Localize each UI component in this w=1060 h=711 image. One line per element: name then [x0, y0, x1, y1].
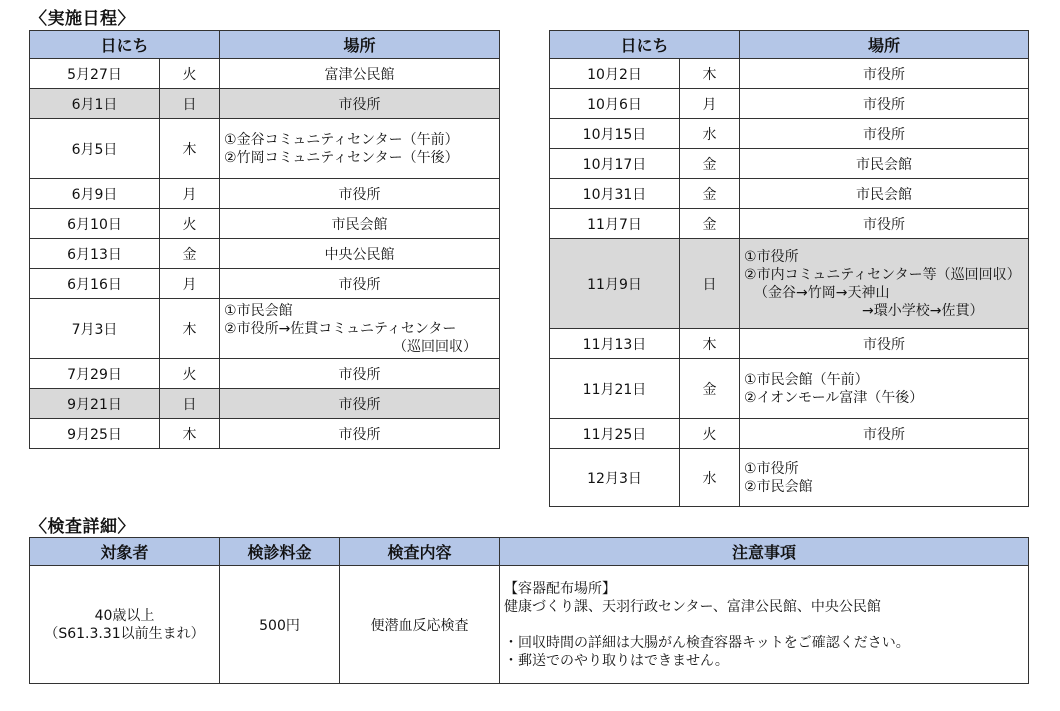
date-cell: 7月29日 [30, 359, 160, 389]
place-line: ②竹岡コミュニティセンター（午後） [224, 149, 459, 166]
place-cell [220, 119, 500, 179]
date-cell: 6月5日 [30, 119, 160, 179]
table-row [550, 449, 1029, 507]
place-cell: 市役所 [740, 209, 1029, 239]
table-row [550, 179, 1029, 209]
table-row [550, 59, 1029, 89]
table-row [30, 179, 500, 209]
place-cell [740, 449, 1029, 507]
place-cell: 市役所 [220, 419, 500, 449]
table-row [30, 89, 500, 119]
weekday-cell: 木 [160, 299, 220, 359]
table-row [550, 209, 1029, 239]
place-cell: 市役所 [220, 89, 500, 119]
weekday-cell: 木 [160, 419, 220, 449]
table-row [550, 119, 1029, 149]
place-cell [220, 299, 500, 359]
place-cell: 市役所 [220, 269, 500, 299]
notes-line: 健康づくり課、天羽行政センター、富津公民館、中央公民館 [504, 598, 881, 615]
weekday-cell: 月 [160, 269, 220, 299]
date-cell: 11月13日 [550, 329, 680, 359]
weekday-cell: 木 [680, 59, 740, 89]
weekday-cell: 日 [680, 239, 740, 329]
weekday-cell: 水 [680, 449, 740, 507]
header-date: 日にち [550, 31, 740, 59]
weekday-cell: 木 [160, 119, 220, 179]
place-cell: 市役所 [740, 119, 1029, 149]
table-row [550, 89, 1029, 119]
date-cell: 11月21日 [550, 359, 680, 419]
date-cell: 6月13日 [30, 239, 160, 269]
place-cell: 市役所 [740, 89, 1029, 119]
weekday-cell: 火 [680, 419, 740, 449]
weekday-cell: 金 [680, 359, 740, 419]
target-line: （S61.3.31以前生まれ） [44, 625, 205, 642]
weekday-cell: 火 [160, 209, 220, 239]
detail-table [29, 537, 1029, 684]
date-cell: 11月9日 [550, 239, 680, 329]
weekday-cell: 火 [160, 59, 220, 89]
weekday-cell: 金 [680, 149, 740, 179]
weekday-cell: 水 [680, 119, 740, 149]
place-cell: 市役所 [220, 179, 500, 209]
place-line: ①市民会館（午前） [744, 371, 869, 388]
date-cell: 9月21日 [30, 389, 160, 419]
place-cell: 市役所 [220, 359, 500, 389]
date-cell: 5月27日 [30, 59, 160, 89]
target-cell [30, 566, 220, 684]
place-line: （金谷→竹岡→天神山 [754, 284, 890, 301]
fee-cell: 500円 [220, 566, 340, 684]
date-cell: 6月10日 [30, 209, 160, 239]
place-line: ①金谷コミュニティセンター（午前） [224, 131, 459, 148]
header-content: 検査内容 [340, 538, 500, 566]
place-cell [740, 239, 1029, 329]
date-cell: 12月3日 [550, 449, 680, 507]
weekday-cell: 月 [160, 179, 220, 209]
table-row [30, 389, 500, 419]
place-line: ②市内コミュニティセンター等（巡回回収） [744, 266, 1021, 283]
date-cell: 10月31日 [550, 179, 680, 209]
table-row [550, 359, 1029, 419]
table-row [30, 566, 1029, 684]
header-notes: 注意事項 [500, 538, 1029, 566]
notes-spacer [504, 616, 1028, 634]
place-line: ②イオンモール富津（午後） [744, 389, 924, 406]
notes-line: ・郵送でのやり取りはできません。 [504, 652, 729, 669]
schedule-table-left [29, 30, 500, 449]
place-cell: 市役所 [220, 389, 500, 419]
date-cell: 10月6日 [550, 89, 680, 119]
place-cell: 市役所 [740, 329, 1029, 359]
header-place: 場所 [740, 31, 1029, 59]
place-cell: 市民会館 [220, 209, 500, 239]
notes-cell [500, 566, 1029, 684]
table-header-row [30, 31, 500, 59]
weekday-cell: 月 [680, 89, 740, 119]
weekday-cell: 日 [160, 89, 220, 119]
weekday-cell: 木 [680, 329, 740, 359]
table-row [550, 329, 1029, 359]
place-line: ①市役所 [744, 248, 799, 265]
place-line: ②市役所→佐貫コミュニティセンター [224, 320, 457, 337]
date-cell: 10月17日 [550, 149, 680, 179]
notes-line: 【容器配布場所】 [504, 580, 616, 597]
table-row [30, 299, 500, 359]
weekday-cell: 金 [160, 239, 220, 269]
schedule-table-right [549, 30, 1029, 507]
date-cell: 9月25日 [30, 419, 160, 449]
schedule-heading: 〈実施日程〉 [30, 9, 135, 29]
date-cell: 10月2日 [550, 59, 680, 89]
table-row [30, 119, 500, 179]
header-target: 対象者 [30, 538, 220, 566]
date-cell: 7月3日 [30, 299, 160, 359]
date-cell: 10月15日 [550, 119, 680, 149]
weekday-cell: 金 [680, 179, 740, 209]
date-cell: 11月7日 [550, 209, 680, 239]
target-line: 40歳以上 [94, 607, 155, 624]
place-cell: 富津公民館 [220, 59, 500, 89]
place-line: ②市民会館 [744, 478, 813, 495]
table-row [30, 359, 500, 389]
weekday-cell: 金 [680, 209, 740, 239]
header-place: 場所 [220, 31, 500, 59]
content-cell: 便潜血反応検査 [340, 566, 500, 684]
place-cell [740, 359, 1029, 419]
table-header-row [30, 538, 1029, 566]
header-date: 日にち [30, 31, 220, 59]
place-line: →環小学校→佐貫） [862, 302, 984, 319]
table-row [30, 269, 500, 299]
table-row [550, 239, 1029, 329]
weekday-cell: 火 [160, 359, 220, 389]
table-header-row [550, 31, 1029, 59]
place-cell: 市民会館 [740, 179, 1029, 209]
place-line: ①市民会館 [224, 302, 293, 319]
place-line: ①市役所 [744, 460, 799, 477]
table-row [30, 209, 500, 239]
table-row [30, 419, 500, 449]
place-line: （巡回回収） [393, 338, 478, 355]
table-row [550, 149, 1029, 179]
place-cell: 市役所 [740, 59, 1029, 89]
weekday-cell: 日 [160, 389, 220, 419]
table-row [550, 419, 1029, 449]
table-row [30, 239, 500, 269]
place-cell: 市役所 [740, 419, 1029, 449]
date-cell: 11月25日 [550, 419, 680, 449]
notes-line: ・回収時間の詳細は大腸がん検査容器キットをご確認ください。 [504, 634, 910, 651]
date-cell: 6月1日 [30, 89, 160, 119]
date-cell: 6月9日 [30, 179, 160, 209]
place-cell: 中央公民館 [220, 239, 500, 269]
place-cell: 市民会館 [740, 149, 1029, 179]
header-fee: 検診料金 [220, 538, 340, 566]
detail-heading: 〈検査詳細〉 [30, 517, 135, 537]
date-cell: 6月16日 [30, 269, 160, 299]
table-row [30, 59, 500, 89]
